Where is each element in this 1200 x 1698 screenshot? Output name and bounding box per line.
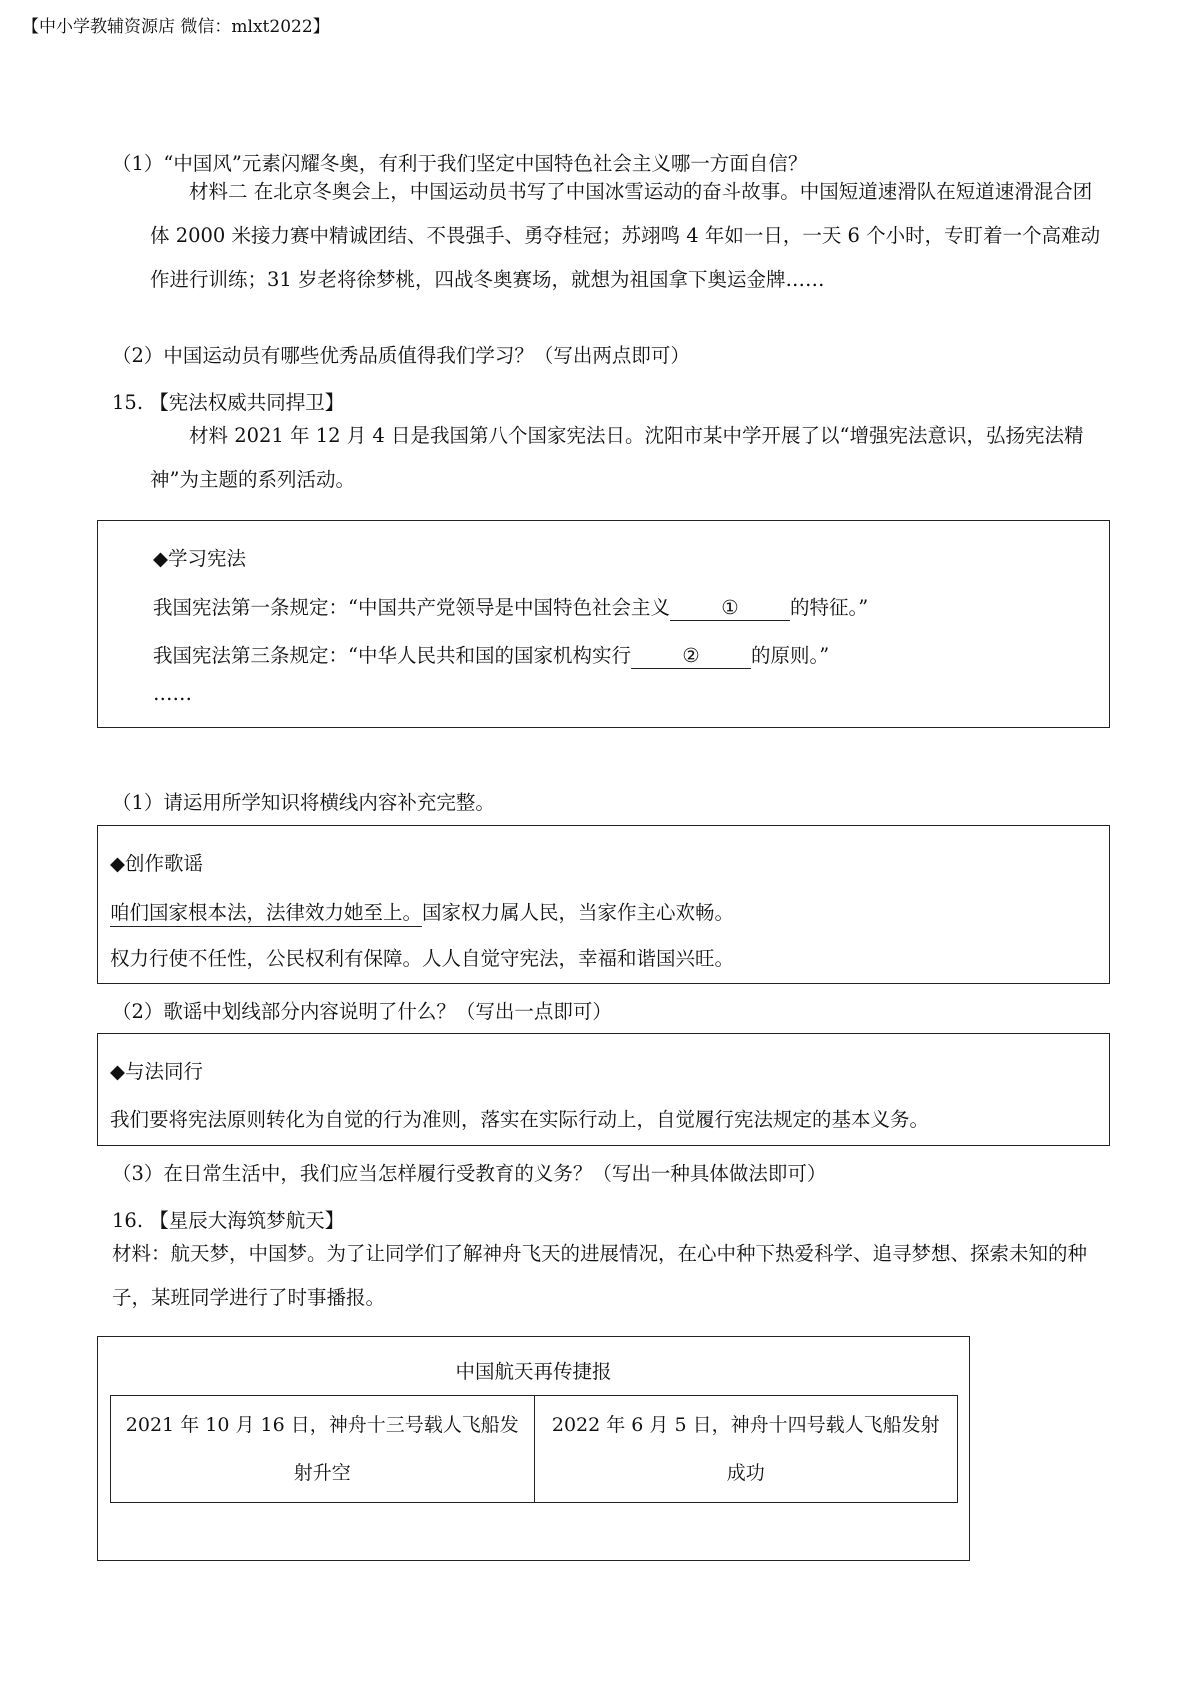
box2-line-2: 权力行使不任性，公民权利有保障。人人自觉守宪法，幸福和谐国兴旺。 bbox=[110, 947, 735, 970]
q15-song-box bbox=[97, 825, 1110, 984]
q15-material: 材料 2021 年 12 月 4 日是我国第八个国家宪法日。沈阳市某中学开展了以“增强宪法意识，弘扬宪法精神”为主题的系列活动。 bbox=[150, 424, 1084, 491]
box1-line-2 bbox=[153, 640, 829, 669]
box1-line-1-suffix: 的特征。” bbox=[789, 596, 869, 619]
box2-line-1-rest: 国家权力属人民，当家作主心欢畅。 bbox=[422, 901, 735, 924]
box3-line-1: 我们要将宪法原则转化为自觉的行为准则，落实在实际行动上，自觉履行宪法规定的基本义务。 bbox=[110, 1108, 930, 1131]
news-cell-1: 2021 年 10 月 16 日，神舟十三号载人飞船发射升空 bbox=[111, 1396, 535, 1503]
box1-heading: ◆学习宪法 bbox=[153, 547, 246, 570]
q16-material: 材料：航天梦，中国梦。为了让同学们了解神舟飞天的进展情况，在心中种下热爱科学、追寻梦想、探索未知的种子，某班同学进行了时事播报。 bbox=[112, 1242, 1088, 1309]
q15-study-constitution-box bbox=[97, 520, 1110, 728]
q14-material-2: 材料二 在北京冬奥会上，中国运动员书写了中国冰雪运动的奋斗故事。中国短道速滑队在短道速滑混合团体 2000 米接力赛中精诚团结、不畏强手、勇夺桂冠；苏翊鸣 4 年如一日，一天 6 个小时，专盯着一个高难动作进行训练；31 岁老将徐梦桃，四战冬奥赛场，就想为祖国拿下奥运金牌…… bbox=[150, 180, 1101, 291]
table-row bbox=[111, 1396, 958, 1503]
news-title: 中国航天再传捷报 bbox=[455, 1360, 612, 1383]
q15-subquestion-2: （2）歌谣中划线部分内容说明了什么？（写出一点即可） bbox=[112, 1000, 612, 1023]
q14-subquestion-1: （1）“中国风”元素闪耀冬奥，有利于我们坚定中国特色社会主义哪一方面自信？ bbox=[112, 152, 808, 175]
news-cell-2: 2022 年 6 月 5 日，神舟十四号载人飞船发射成功 bbox=[534, 1396, 958, 1503]
box3-heading: ◆与法同行 bbox=[110, 1060, 203, 1083]
box2-underlined-text: 咱们国家根本法，法律效力她至上。 bbox=[110, 901, 422, 927]
box1-ellipsis: …… bbox=[153, 682, 192, 705]
box1-line-2-prefix: 我国宪法第三条规定：“中华人民共和国的国家机构实行 bbox=[153, 644, 631, 667]
q14-subquestion-2: （2）中国运动员有哪些优秀品质值得我们学习？（写出两点即可） bbox=[112, 344, 690, 367]
q15-title: 15. 【宪法权威共同捍卫】 bbox=[112, 391, 345, 414]
blank-2: ② bbox=[631, 644, 751, 669]
q15-subquestion-1: （1）请运用所学知识将横线内容补充完整。 bbox=[112, 791, 495, 814]
box2-line-1 bbox=[110, 897, 734, 925]
box2-heading: ◆创作歌谣 bbox=[110, 852, 203, 875]
blank-1: ① bbox=[670, 596, 790, 621]
box1-line-2-suffix: 的原则。” bbox=[750, 644, 830, 667]
box1-line-1-prefix: 我国宪法第一条规定：“中国共产党领导是中国特色社会主义 bbox=[153, 596, 670, 619]
q16-title: 16. 【星辰大海筑梦航天】 bbox=[112, 1209, 345, 1232]
q15-subquestion-3: （3）在日常生活中，我们应当怎样履行受教育的义务？（写出一种具体做法即可） bbox=[112, 1162, 827, 1185]
q15-law-box bbox=[97, 1033, 1110, 1146]
watermark-text: 【中小学教辅资源店 微信：mlxt2022】 bbox=[22, 17, 330, 37]
box1-line-1 bbox=[153, 592, 868, 621]
news-table bbox=[110, 1395, 958, 1503]
